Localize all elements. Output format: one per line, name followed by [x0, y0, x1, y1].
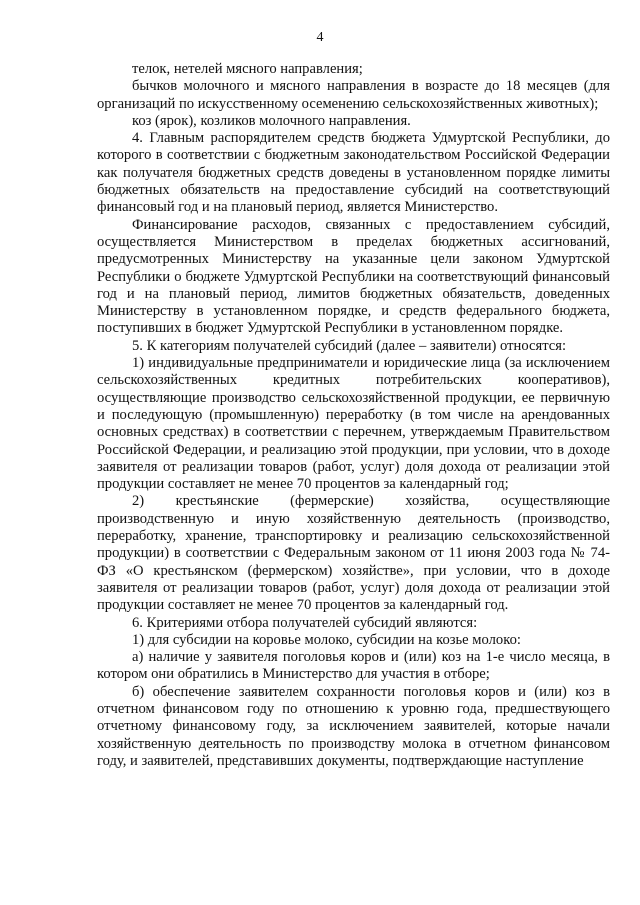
paragraph: 1) для субсидии на коровье молоко, субсидии на козье молоко: [132, 631, 521, 648]
paragraph: коз (ярок), козликов молочного направления. [132, 112, 411, 129]
paragraph: б) обеспечение заявителем сохранности поголовья коров и (или) коз в отчетном финансовом году по отношению к уровню года, предшествующего отчетному финансовому году, за исключением заявителей, которые начали хозяйственную деятельность по производству молока в отчетном финансовом году, и заявителей, представивших документы, подтверждающие наступление [97, 683, 610, 769]
paragraph: 2) крестьянские (фермерские) хозяйства, осуществляющие производственную и иную хозяйственную деятельность (производство, переработку, хранение, транспортировку и реализацию сельскохозяйственной продукции) в соответствии с Федеральным законом от 11 июня 2003 года № 74-ФЗ «О крестьянском (фермерском) хозяйстве», при условии, что в доходе заявителя от реализации товаров (работ, услуг) доля дохода от реализации этой продукции составляет не менее 70 процентов за календарный год. [97, 493, 610, 614]
paragraph: а) наличие у заявителя поголовья коров и (или) коз на 1-е число месяца, в котором они обратились в Министерство для участия в отборе; [97, 649, 610, 683]
paragraph: телок, нетелей мясного направления; [132, 61, 363, 77]
paragraph: 5. К категориям получателей субсидий (далее – заявители) относятся: [132, 337, 566, 354]
page-number: 4 [316, 30, 324, 45]
paragraph: Финансирование расходов, связанных с предоставлением субсидий, осуществляется Министерством в пределах бюджетных ассигнований, предусмотренных Министерству на указанные цели законом Удмуртской Республики о бюджете Удмуртской Республики на соответствующий финансовый год и на плановый период, лимитов бюджетных обязательств, доведенных Министерству в установленном порядке, и средств федерального бюджета, поступивших в бюджет Удмуртской Республики в установленном порядке. [97, 216, 610, 337]
paragraph: бычков молочного и мясного направления в возрасте до 18 месяцев (для организаций по искусственному осеменению сельскохозяйственных животных); [97, 78, 610, 112]
paragraph: 4. Главным распорядителем средств бюджета Удмуртской Республики, до которого в соответствии с бюджетным законодательством Российской Федерации как получателя бюджетных средств доведены в установленном порядке лимиты бюджетных обязательств на предоставление субсидий на соответствующий финансовый год и на плановый период, является Министерство. [97, 130, 610, 216]
paragraph: 1) индивидуальные предприниматели и юридические лица (за исключением сельскохозяйственных кредитных потребительских кооперативов), осуществляющие производство сельскохозяйственной продукции, ее первичную и последующую (промышленную) переработку (в том числе на арендованных основных средствах) в соответствии с перечнем, утверждаемым Правительством Российской Федерации, и реализацию этой продукции, при условии, что в доходе заявителя от реализации товаров (работ, услуг) доля дохода от реализации этой продукции составляет не менее 70 процентов за календарный год; [97, 355, 610, 493]
paragraph: 6. Критериями отбора получателей субсидий являются: [132, 614, 478, 631]
document-body [97, 61, 610, 770]
